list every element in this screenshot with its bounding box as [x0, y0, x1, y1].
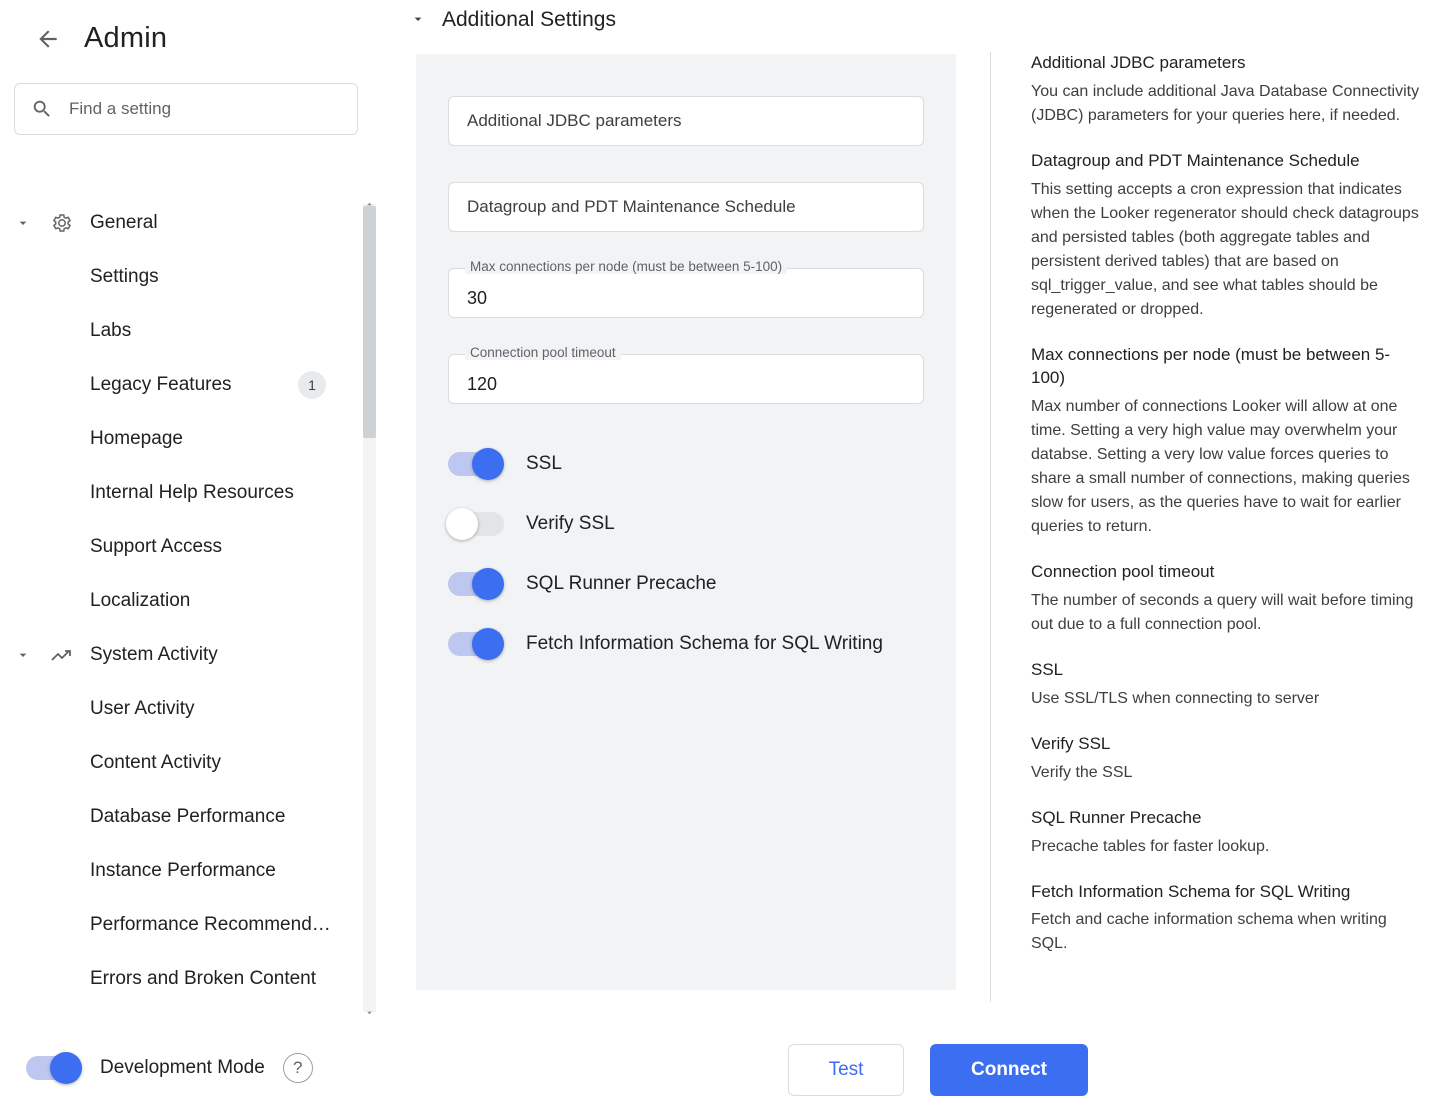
sidebar-group-general[interactable] — [0, 196, 352, 250]
help-block-additional-jdbc-parameters — [1031, 52, 1420, 128]
help-block-verify-ssl — [1031, 733, 1420, 785]
sidebar-item-label: User Activity — [90, 698, 195, 719]
sidebar-item-homepage[interactable] — [0, 412, 352, 466]
sidebar-item-label: Performance Recommend… — [90, 914, 331, 935]
help-body: Precache tables for faster lookup. — [1031, 837, 1270, 855]
sidebar-header — [0, 0, 380, 55]
gear-icon — [48, 210, 74, 236]
help-body: Max number of connections Looker will allow at one time. Setting a very high value may overwhelm your databse. Setting a very low value forces queries to share a small number of connections, making queries slow for users, as the queries have to wait for earlier queries to return. — [1031, 397, 1410, 535]
chevron-down-icon — [14, 214, 32, 232]
help-title: Additional JDBC parameters — [1031, 53, 1246, 72]
chevron-down-icon — [14, 646, 32, 664]
datagroup-pdt-maintenance-schedule-field[interactable] — [448, 182, 924, 232]
help-body: Fetch and cache information schema when writing SQL. — [1031, 911, 1387, 953]
max-connections-per-node-label: Max connections per node (must be between 5-100) — [465, 259, 787, 274]
chevron-up-icon[interactable] — [363, 196, 376, 212]
help-block-datagroup-pdt-maintenance-schedule — [1031, 150, 1420, 322]
toggle-knob — [446, 508, 478, 540]
sidebar-item-errors-and-broken-content[interactable] — [0, 952, 352, 1006]
trending-up-icon — [48, 642, 74, 668]
sidebar-item-label: Content Activity — [90, 752, 221, 773]
connection-pool-timeout-label: Connection pool timeout — [465, 345, 621, 360]
sidebar-item-label: Database Performance — [90, 806, 286, 827]
help-title: SQL Runner Precache — [1031, 807, 1202, 827]
sidebar-item-user-activity[interactable] — [0, 682, 352, 736]
help-title: SSL — [1031, 659, 1064, 679]
sidebar-item-label: Labs — [90, 320, 132, 341]
additional-settings-section — [400, 0, 1047, 1116]
sidebar-item-label: Instance Performance — [90, 860, 276, 881]
connection-pool-timeout-value: 120 — [467, 374, 498, 394]
sidebar-item-legacy-features[interactable] — [0, 358, 352, 412]
settings-nav — [0, 196, 380, 1020]
sidebar-item-settings[interactable] — [0, 250, 352, 304]
sidebar-item-label: Support Access — [90, 536, 223, 557]
sidebar-scrollbar[interactable] — [360, 196, 380, 1020]
question-mark-icon[interactable] — [283, 1053, 313, 1083]
sidebar-item-database-performance[interactable] — [0, 790, 352, 844]
max-connections-per-node-field[interactable] — [448, 259, 924, 318]
chevron-down-icon[interactable] — [363, 1004, 376, 1020]
settings-card — [416, 54, 956, 990]
help-body: This setting accepts a cron expression that indicates when the Looker regenerator should check datagroups and persisted tables (both aggregate tables and persistent derived tables) that are based on sql_trigger_value, and see what tables should be regenerated or dropped. — [1031, 180, 1419, 318]
chevron-down-icon[interactable] — [410, 11, 426, 30]
datagroup-pdt-maintenance-schedule-placeholder: Datagroup and PDT Maintenance Schedule — [467, 197, 796, 216]
fetch-information-schema-label: Fetch Information Schema for SQL Writing — [526, 633, 883, 654]
development-mode-toggle[interactable] — [26, 1056, 82, 1080]
help-glyph: ? — [293, 1058, 303, 1077]
help-body: Use SSL/TLS when connecting to server — [1031, 689, 1320, 707]
verify-ssl-toggle[interactable] — [448, 512, 504, 536]
toggle-knob — [50, 1052, 82, 1084]
form-actions — [788, 1044, 1088, 1096]
help-block-sql-runner-precache — [1031, 807, 1420, 859]
search-setting-box[interactable] — [14, 83, 358, 135]
ssl-label: SSL — [526, 453, 562, 474]
sidebar-item-labs[interactable] — [0, 304, 352, 358]
search-icon — [31, 98, 53, 120]
status-badge: 1 — [298, 371, 326, 399]
page-title: Admin — [84, 22, 168, 54]
section-title: Additional Settings — [442, 8, 616, 31]
sql-runner-precache-toggle[interactable] — [448, 572, 504, 596]
fetch-information-schema-toggle[interactable] — [448, 632, 504, 656]
help-block-max-connections-per-node — [1031, 344, 1420, 539]
help-title: Connection pool timeout — [1031, 561, 1215, 581]
fetch-information-schema-row — [448, 614, 924, 674]
sidebar-item-localization[interactable] — [0, 574, 352, 628]
sidebar-item-support-access[interactable] — [0, 520, 352, 574]
connect-button[interactable]: Connect — [930, 1044, 1088, 1096]
ssl-toggle[interactable] — [448, 452, 504, 476]
help-title: Max connections per node (must be between 5-100) — [1031, 344, 1391, 387]
ssl-row — [448, 434, 924, 494]
sidebar-footer — [0, 1020, 380, 1116]
help-title: Fetch Information Schema for SQL Writing — [1031, 881, 1351, 901]
max-connections-per-node-value: 30 — [467, 288, 488, 308]
sidebar-item-label: Legacy Features — [90, 374, 232, 395]
help-body: The number of seconds a query will wait before timing out due to a full connection pool. — [1031, 591, 1414, 633]
sidebar-group-system-activity[interactable] — [0, 628, 352, 682]
development-mode-label: Development Mode — [100, 1057, 265, 1078]
section-header[interactable] — [400, 0, 980, 36]
test-button[interactable]: Test — [788, 1044, 904, 1096]
arrow-left-icon[interactable] — [34, 25, 62, 53]
sidebar-item-label: Localization — [90, 590, 191, 611]
help-panel — [990, 52, 1420, 1002]
sidebar — [0, 0, 380, 1116]
sidebar-item-label: Settings — [90, 266, 159, 287]
help-body: You can include additional Java Database Connectivity (JDBC) parameters for your queries here, if needed. — [1031, 82, 1420, 124]
scrollbar-thumb[interactable] — [363, 206, 376, 438]
toggle-knob — [472, 448, 504, 480]
additional-jdbc-parameters-field[interactable] — [448, 96, 924, 146]
verify-ssl-row — [448, 494, 924, 554]
sidebar-group-label: System Activity — [90, 644, 218, 665]
sql-runner-precache-row — [448, 554, 924, 614]
sidebar-item-internal-help-resources[interactable] — [0, 466, 352, 520]
sidebar-item-label: Internal Help Resources — [90, 482, 294, 503]
search-input[interactable] — [67, 98, 341, 120]
help-block-connection-pool-timeout — [1031, 561, 1420, 637]
sidebar-item-content-activity[interactable] — [0, 736, 352, 790]
help-body: Verify the SSL — [1031, 763, 1133, 781]
toggle-knob — [472, 568, 504, 600]
verify-ssl-label: Verify SSL — [526, 513, 615, 534]
sidebar-item-performance-recommendations[interactable] — [0, 898, 352, 952]
help-block-ssl — [1031, 659, 1420, 711]
sql-runner-precache-label: SQL Runner Precache — [526, 573, 717, 594]
help-title: Datagroup and PDT Maintenance Schedule — [1031, 150, 1360, 170]
help-block-fetch-information-schema — [1031, 881, 1420, 957]
help-title: Verify SSL — [1031, 733, 1111, 753]
sidebar-item-label: Errors and Broken Content — [90, 968, 317, 989]
sidebar-item-label: Homepage — [90, 428, 183, 449]
sidebar-item-instance-performance[interactable] — [0, 844, 352, 898]
connection-pool-timeout-field[interactable] — [448, 345, 924, 404]
toggle-knob — [472, 628, 504, 660]
sidebar-group-label: General — [90, 212, 158, 233]
additional-jdbc-parameters-placeholder: Additional JDBC parameters — [467, 111, 682, 130]
